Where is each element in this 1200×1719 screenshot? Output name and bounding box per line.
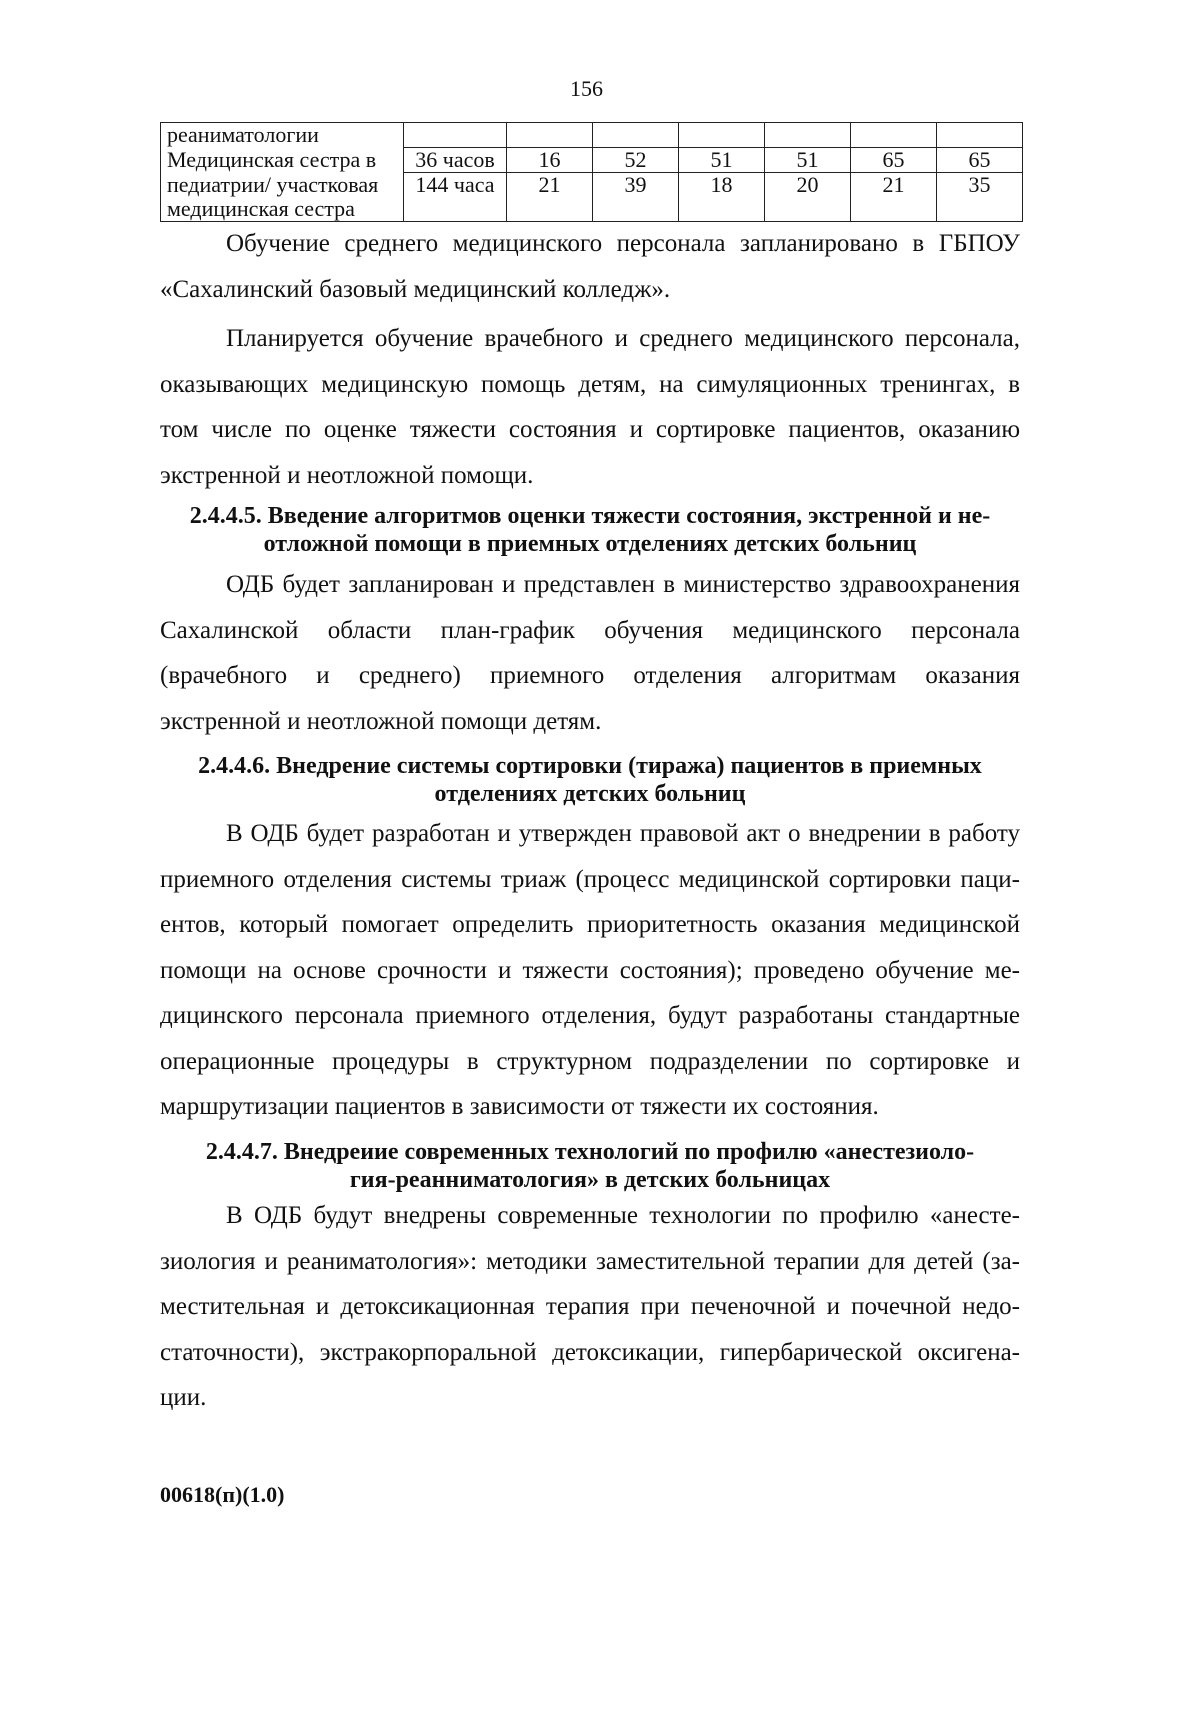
value-cell [593, 123, 679, 148]
value-cell [679, 123, 765, 148]
text-line: помощи на основе срочности и тяжести состояния); проведено обучение ме- [160, 956, 1020, 984]
text-line: ОДБ будет запланирован и представлен в министерство здравоохранения [226, 571, 1020, 598]
value-cell: 21 [851, 173, 937, 198]
row-label: Медицинская сестра в [161, 148, 404, 173]
value-cell [937, 197, 1023, 222]
text-line: Обучение среднего медицинского персонала запланировано в ГБПОУ [226, 230, 1020, 257]
heading-line: отложной помощи в приемных отделениях детских больниц [263, 531, 917, 557]
value-cell [507, 197, 593, 222]
value-cell: 35 [937, 173, 1023, 198]
page-number: 156 [570, 76, 603, 101]
heading-line: 2.4.4.6. Внедрение системы сортировки (тиража) пациентов в приемных [198, 753, 982, 779]
hours-cell [404, 197, 507, 222]
value-cell [851, 123, 937, 148]
heading-line: 2.4.4.5. Введение алгоритмов оценки тяжести состояния, экстренной и не- [189, 503, 991, 529]
text-line: ции. [160, 1384, 207, 1411]
value-cell [937, 123, 1023, 148]
value-cell: 65 [851, 148, 937, 173]
value-cell: 65 [937, 148, 1023, 173]
table-row [161, 148, 1023, 173]
text-line: приемного отделения системы триаж (процесс медицинской сортировки паци- [160, 865, 1020, 893]
heading-2-4-4-7 [160, 1138, 1020, 1194]
value-cell: 52 [593, 148, 679, 173]
row-label: педиатрии/ участковая [161, 173, 404, 198]
text-line: В ОДБ будут внедрены современные технологии по профилю «анесте- [226, 1202, 1020, 1229]
heading-2-4-4-6 [160, 752, 1020, 808]
value-cell [507, 123, 593, 148]
text-line: (врачебного и среднего) приемного отделения алгоритмам оказания [160, 662, 1020, 689]
hours-cell: 144 часа [404, 173, 507, 198]
text-line: зиология и реаниматология»: методики заместительной терапии для детей (за- [160, 1247, 1020, 1275]
text-line: экстренной и неотложной помощи детям. [160, 707, 602, 735]
heading-2-4-4-5 [160, 502, 1020, 558]
heading-line: гия-реанниматология» в детских больницах [349, 1167, 831, 1193]
text-line: местительная и детоксикационная терапия при печеночной и почечной недо- [160, 1293, 1020, 1320]
value-cell [593, 197, 679, 222]
text-line: статочности), экстракорпоральной детоксикации, гипербарической оксигена- [160, 1338, 1020, 1366]
paragraph-2 [160, 316, 1020, 498]
table-row [161, 173, 1023, 198]
hours-cell: 36 часов [404, 148, 507, 173]
paragraph-3 [160, 562, 1020, 744]
training-table [160, 122, 1023, 222]
table-row [161, 197, 1023, 222]
value-cell: 18 [679, 173, 765, 198]
heading-line: отделениях детских больниц [434, 781, 746, 807]
table-row [161, 123, 1023, 148]
value-cell [851, 197, 937, 222]
text-line: том числе по оценке тяжести состояния и сортировке пациентов, оказанию [160, 416, 1020, 443]
value-cell [679, 197, 765, 222]
paragraph-4 [160, 811, 1020, 1130]
text-line: операционные процедуры в структурном подразделении по сортировке и [160, 1047, 1020, 1075]
paragraph-5 [160, 1193, 1020, 1421]
text-line: дицинского персонала приемного отделения, будут разработаны стандартные [160, 1002, 1020, 1029]
value-cell: 39 [593, 173, 679, 198]
value-cell: 21 [507, 173, 593, 198]
hours-cell [404, 123, 507, 148]
row-label: медицинская сестра [161, 197, 404, 222]
text-line: экстренной и неотложной помощи. [160, 461, 534, 489]
text-line: оказывающих медицинскую помощь детям, на симуляционных тренингах, в [160, 370, 1020, 398]
value-cell [765, 197, 851, 222]
value-cell: 16 [507, 148, 593, 173]
row-label: реаниматологии [161, 123, 404, 148]
text-line: маршрутизации пациентов в зависимости от тяжести их состояния. [160, 1093, 879, 1120]
value-cell: 51 [679, 148, 765, 173]
text-line: Планируется обучение врачебного и среднего медицинского персонала, [226, 325, 1020, 352]
paragraph-1 [160, 221, 1020, 312]
text-line: «Сахалинский базовый медицинский колледж». [160, 275, 671, 303]
text-line: В ОДБ будет разработан и утвержден правовой акт о внедрении в работу [226, 820, 1020, 847]
text-line: Сахалинской области план-график обучения медицинского персонала [160, 616, 1020, 644]
value-cell: 51 [765, 148, 851, 173]
value-cell [765, 123, 851, 148]
value-cell: 20 [765, 173, 851, 198]
document-code: 00618(п)(1.0) [160, 1482, 285, 1507]
heading-line: 2.4.4.7. Внедреиие современных технологий по профилю «анестезиоло- [205, 1139, 975, 1165]
text-line: ентов, который помогает определить приоритетность оказания медицинской [160, 911, 1020, 938]
